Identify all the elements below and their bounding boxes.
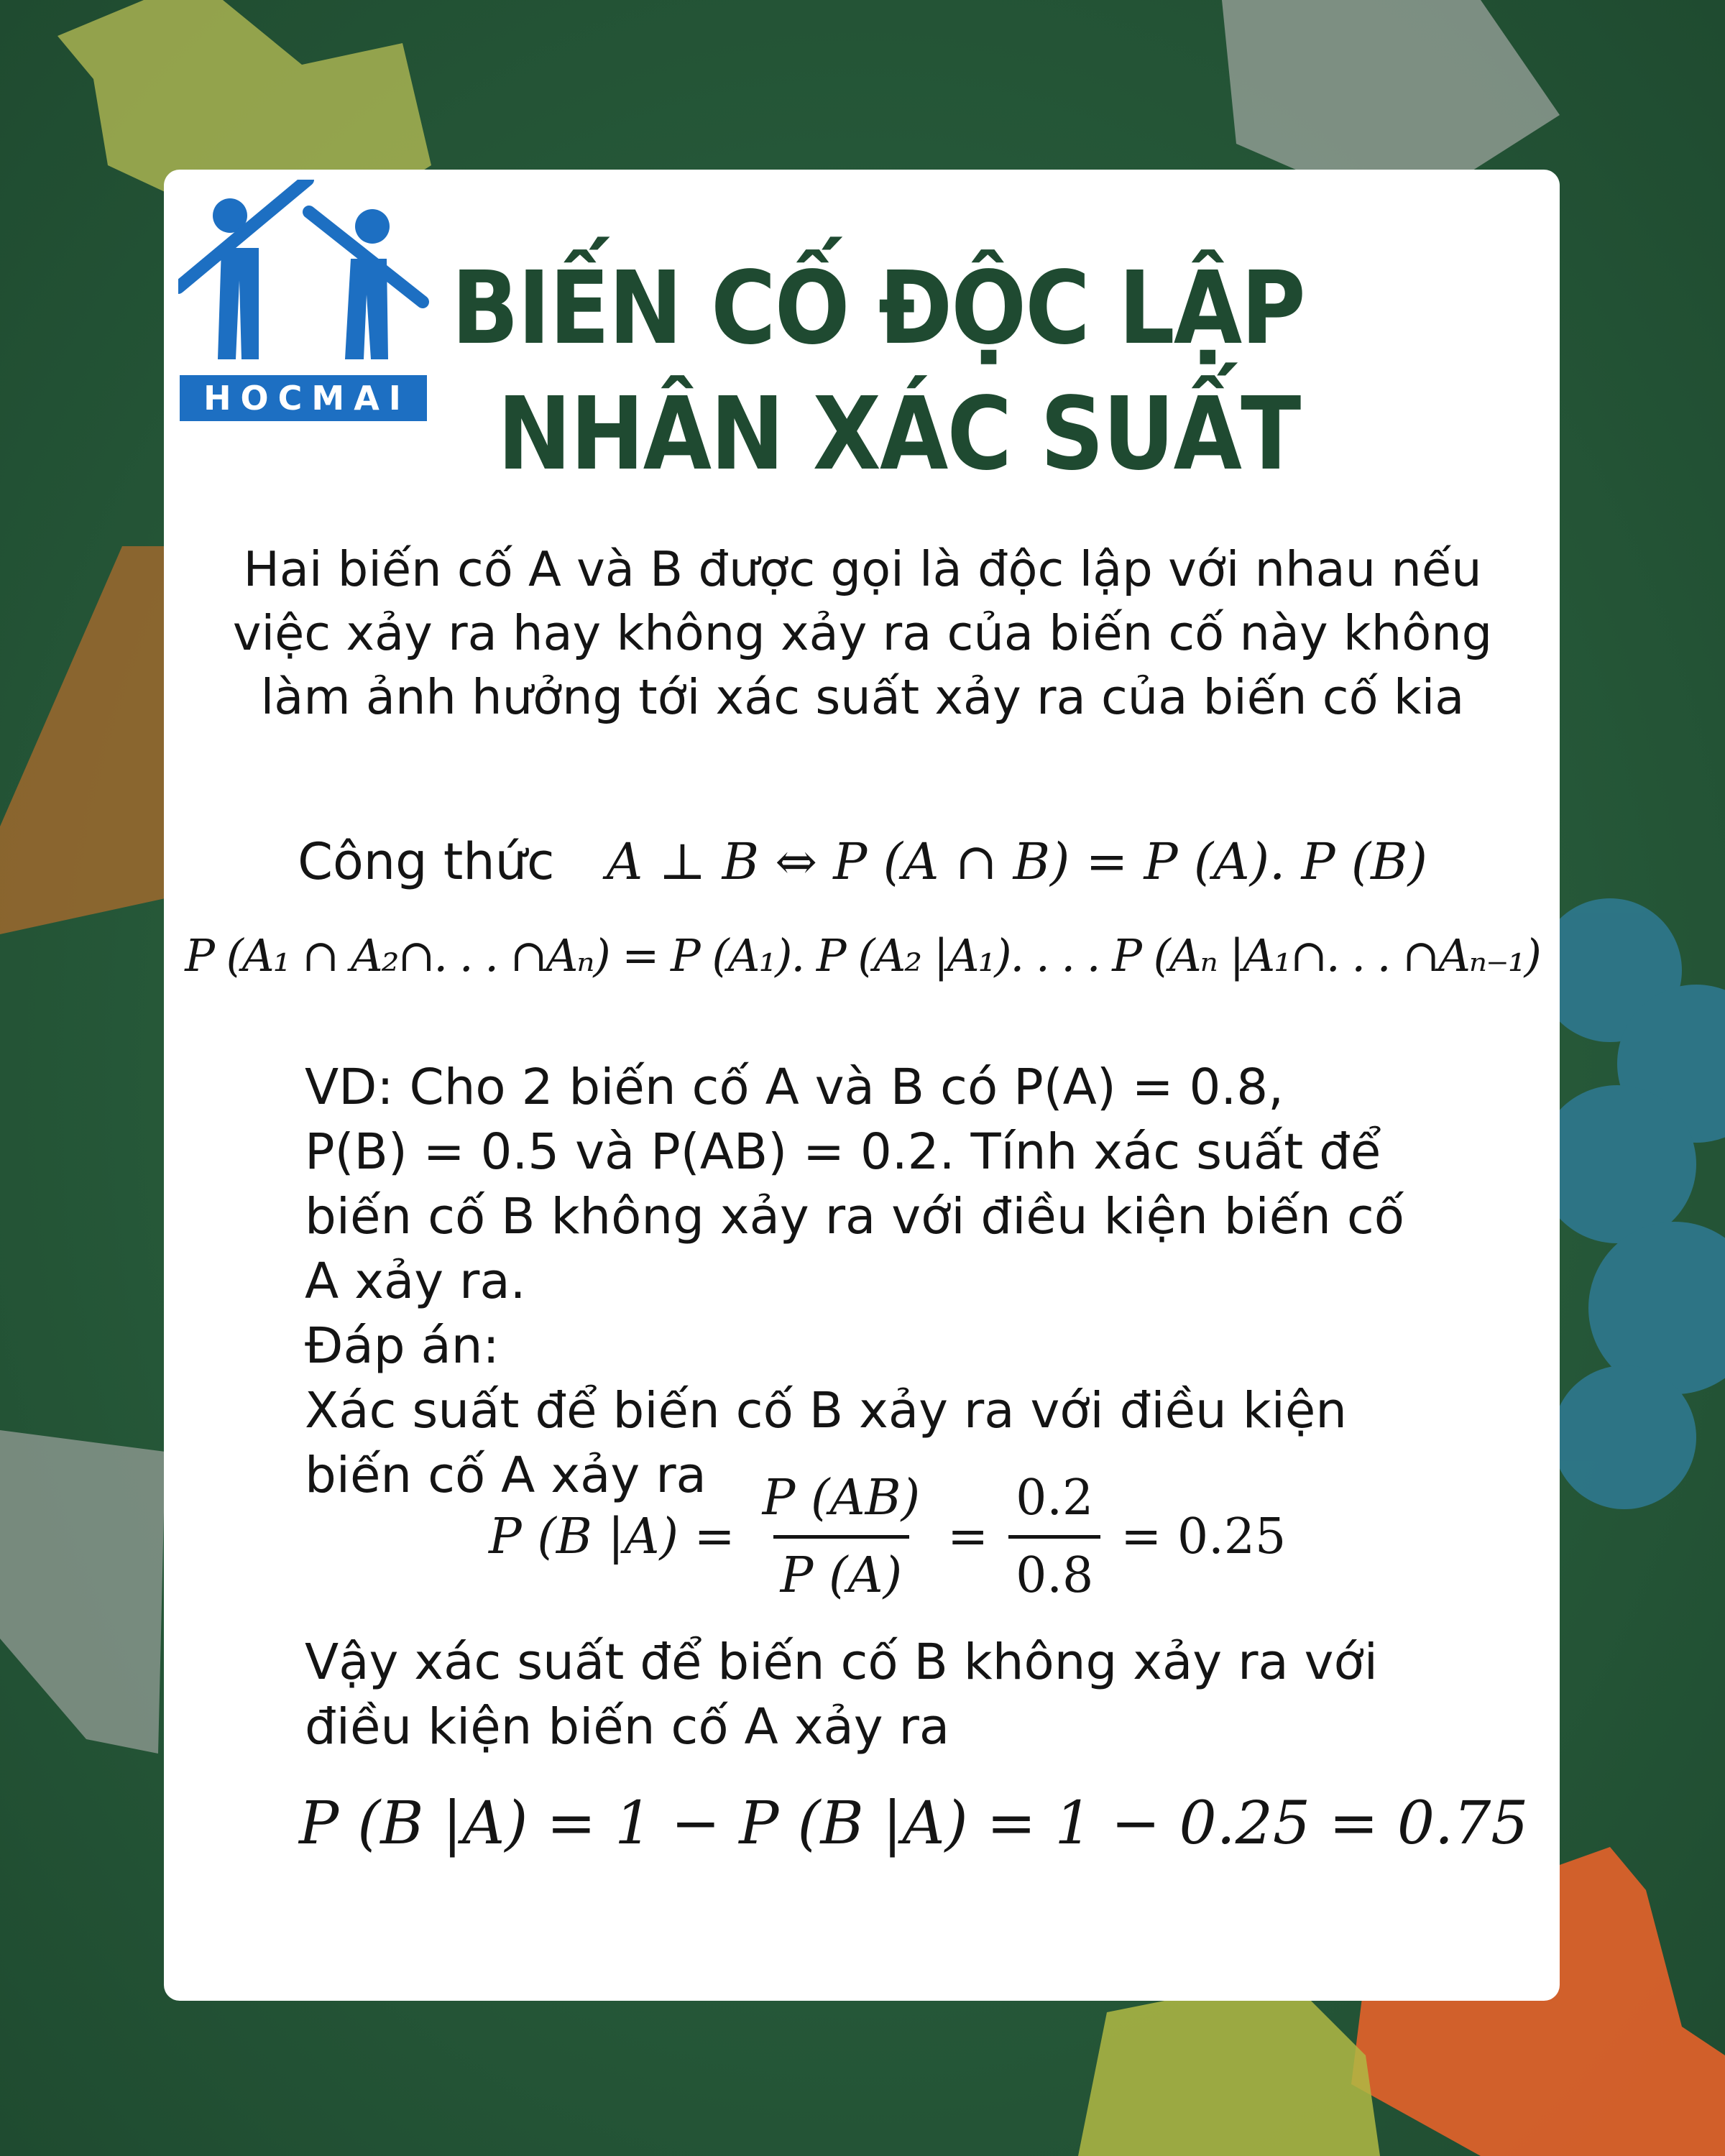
- calc-result: = 0.25: [1121, 1508, 1287, 1565]
- answer-heading: Đáp án:: [305, 1317, 500, 1375]
- calc-lhs: P (B |A) =: [489, 1508, 735, 1565]
- final-answer-formula: P (B |A) = 1 − P (B |A) = 1 − 0.25 = 0.75: [299, 1789, 1529, 1858]
- example-line: P(B) = 0.5 và P(AB) = 0.2. Tính xác suất để: [305, 1123, 1381, 1181]
- formula-label: Công thức: [298, 832, 555, 891]
- definition-paragraph: Hai biến cố A và B được gọi là độc lập với nhau nếu việc xảy ra hay không xảy ra của biến cố này không làm ảnh hưởng tới xác suất xảy ra của biến cố kia: [232, 541, 1493, 725]
- example-line: VD: Cho 2 biến cố A và B có P(A) = 0.8,: [305, 1059, 1284, 1116]
- fraction-pab-over-pa: [755, 1470, 928, 1604]
- conclusion-line: điều kiện biến cố A xảy ra: [305, 1698, 950, 1756]
- conditional-probability-calculation: [489, 1469, 1287, 1604]
- example-line: biến cố A xảy ra: [305, 1447, 707, 1504]
- independence-formula-row: [0, 832, 1725, 891]
- fraction-denominator: 0.8: [1008, 1535, 1100, 1604]
- example-line: biến cố B không xảy ra với điều kiện biến cố: [305, 1188, 1404, 1245]
- title-line-1: BIẾN CỐ ĐỘC LẬP: [451, 250, 1305, 367]
- example-line: A xảy ra.: [305, 1253, 526, 1310]
- fraction-denominator: P (A): [773, 1535, 910, 1604]
- conclusion-line: Vậy xác suất để biến cố B không xảy ra với: [305, 1634, 1378, 1691]
- independence-formula: A ⊥ B ⇔ P (A ∩ B) = P (A). P (B): [606, 832, 1427, 891]
- example-line: Xác suất để biến cố B xảy ra với điều kiện: [305, 1382, 1348, 1439]
- title-line-2: NHÂN XÁC SUẤT: [497, 376, 1300, 493]
- fraction-numerator: P (AB): [762, 1469, 921, 1526]
- fraction-numerator: 0.2: [1016, 1469, 1094, 1526]
- equals-sign: =: [947, 1508, 989, 1565]
- multiplication-rule-formula: P (A₁ ∩ A₂∩. . . ∩Aₙ) = P (A₁). P (A₂ |A₁). . . . P (Aₙ |A₁∩. . . ∩Aₙ₋₁): [185, 929, 1540, 982]
- hocmai-logo-text: HOCMAI: [180, 375, 427, 421]
- fraction-values: [1008, 1470, 1100, 1604]
- conclusion-block: [305, 1630, 1484, 1759]
- example-block: [305, 1055, 1484, 1508]
